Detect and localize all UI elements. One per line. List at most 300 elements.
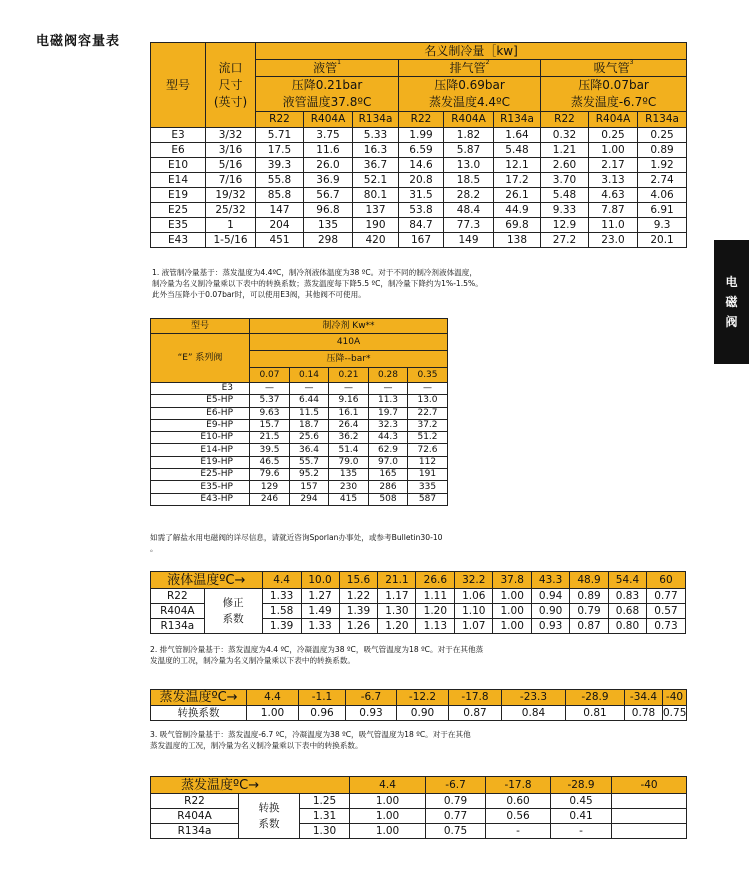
model-cell: E19-HP <box>151 456 250 468</box>
factor-cell: 1.00 <box>350 824 426 839</box>
factor-cell: 1.11 <box>416 589 455 604</box>
factor-cell: 1.00 <box>493 619 532 634</box>
factor-cell: 0.93 <box>532 619 570 634</box>
temperature-header: 21.1 <box>378 572 416 589</box>
capacity-cell: 246 <box>250 493 290 505</box>
capacity-cell: 22.7 <box>408 407 448 419</box>
capacity-cell: 6.59 <box>399 143 444 158</box>
evap-temp-header: 蒸发温度ºC→ <box>151 690 247 706</box>
side-tab-char: 磁 <box>725 295 738 309</box>
temperature-header: 10.0 <box>301 572 339 589</box>
refrigerant-header: R404A <box>444 112 494 128</box>
capacity-cell: 17.5 <box>256 143 304 158</box>
capacity-cell: 62.9 <box>369 444 408 456</box>
capacity-cell: 27.2 <box>541 233 589 248</box>
factor-cell: 1.39 <box>339 604 378 619</box>
temperature-header: -28.9 <box>551 777 612 794</box>
capacity-cell: — <box>290 383 329 395</box>
note-line: 1. 液管制冷量基于：蒸发温度为4.4ºC，制冷剂液体温度为38 ºC。对于不同的制冷剂液体温度， <box>152 268 477 277</box>
factor-cell: 0.77 <box>646 589 685 604</box>
capacity-cell: 0.32 <box>541 128 589 143</box>
capacity-cell: 69.8 <box>494 218 541 233</box>
capacity-cell: 16.1 <box>329 407 369 419</box>
capacity-cell: 1.82 <box>444 128 494 143</box>
header-model: 型号 <box>151 43 206 128</box>
pressure-drop-header: 0.21 <box>329 368 369 383</box>
temperature-header: -34.4 <box>625 690 663 706</box>
model-cell: E10 <box>151 158 206 173</box>
factor-cell: 1.10 <box>455 604 493 619</box>
condition-line: 蒸发温度-6.7ºC <box>570 95 657 109</box>
header-port-size-line: 尺寸 <box>218 77 243 92</box>
capacity-cell: 15.7 <box>250 419 290 431</box>
factor-cell: 0.79 <box>570 604 609 619</box>
factor-cell: 1.00 <box>493 604 532 619</box>
capacity-cell: 12.9 <box>541 218 589 233</box>
capacity-cell: 28.2 <box>444 188 494 203</box>
port-size-cell: 1-5/16 <box>206 233 256 248</box>
capacity-cell: 451 <box>256 233 304 248</box>
capacity-cell: 46.5 <box>250 456 290 468</box>
refrigerant-header: R134a <box>353 112 399 128</box>
capacity-cell: 11.5 <box>290 407 329 419</box>
refrigerant-header: R404A <box>304 112 353 128</box>
factor-cell: - <box>551 824 612 839</box>
refrigerant-header: R22 <box>399 112 444 128</box>
factor-cell: 0.90 <box>532 604 570 619</box>
capacity-cell: 294 <box>290 493 329 505</box>
factor-cell: 0.87 <box>449 706 502 721</box>
capacity-cell: 2.74 <box>638 173 687 188</box>
factor-cell: 0.80 <box>609 619 647 634</box>
model-cell: E25 <box>151 203 206 218</box>
capacity-cell: 25.6 <box>290 432 329 444</box>
temperature-header: 4.4 <box>350 777 426 794</box>
hp-header-series: “E” 系列阀 <box>151 334 250 383</box>
factor-cell: 1.58 <box>262 604 301 619</box>
capacity-cell: 298 <box>304 233 353 248</box>
capacity-cell: 3.13 <box>589 173 638 188</box>
capacity-cell: 20.1 <box>638 233 687 248</box>
side-tab <box>714 240 749 364</box>
capacity-cell: 138 <box>494 233 541 248</box>
factor-cell: 1.49 <box>301 604 339 619</box>
factor-label <box>239 794 300 839</box>
header-port-size-line: 流口 <box>218 60 243 75</box>
header-port-size-line: (英寸) <box>213 94 248 109</box>
temperature-header: -1.1 <box>299 690 346 706</box>
table-row <box>151 432 448 444</box>
factor-label <box>204 589 262 634</box>
footnote-marker: 1 <box>337 59 341 66</box>
temperature-header: -17.8 <box>449 690 502 706</box>
factor-cell: 1.33 <box>301 619 339 634</box>
port-size-cell: 25/32 <box>206 203 256 218</box>
table-row <box>151 794 687 809</box>
capacity-cell: 4.63 <box>589 188 638 203</box>
factor-cell: 0.41 <box>551 809 612 824</box>
capacity-cell: 0.25 <box>638 128 687 143</box>
capacity-cell: 44.3 <box>369 432 408 444</box>
note-line: 发温度的工况，制冷量为名义制冷量乘以下表中的转换系数。 <box>150 656 356 665</box>
factor-cell: 0.45 <box>551 794 612 809</box>
factor-cell: 1.30 <box>300 824 350 839</box>
capacity-cell: 84.7 <box>399 218 444 233</box>
capacity-cell: 1.92 <box>638 158 687 173</box>
temperature-header: -12.2 <box>397 690 449 706</box>
note-3 <box>150 729 471 751</box>
temperature-header: 4.4 <box>262 572 301 589</box>
table-row <box>151 809 687 824</box>
capacity-cell: 36.9 <box>304 173 353 188</box>
capacity-cell: 79.6 <box>250 469 290 481</box>
factor-cell: 1.06 <box>455 589 493 604</box>
port-size-cell: 1 <box>206 218 256 233</box>
factor-cell: 0.81 <box>566 706 625 721</box>
liquid-factor-table <box>150 571 686 634</box>
temperature-header: -40 <box>612 777 687 794</box>
capacity-cell: — <box>369 383 408 395</box>
capacity-cell: 2.60 <box>541 158 589 173</box>
capacity-cell: 36.2 <box>329 432 369 444</box>
capacity-cell: 9.63 <box>250 407 290 419</box>
refrigerant-cell: R134a <box>151 824 239 839</box>
factor-cell: 1.30 <box>378 604 416 619</box>
factor-cell: 1.31 <box>300 809 350 824</box>
capacity-cell: 96.8 <box>304 203 353 218</box>
factor-cell: 1.26 <box>339 619 378 634</box>
evap-factor-label: 转换系数 <box>151 706 247 721</box>
factor-cell: 0.87 <box>570 619 609 634</box>
capacity-cell: 129 <box>250 481 290 493</box>
capacity-cell: 0.25 <box>589 128 638 143</box>
capacity-cell: 204 <box>256 218 304 233</box>
capacity-cell: 72.6 <box>408 444 448 456</box>
model-cell: E25-HP <box>151 469 250 481</box>
model-cell: E6-HP <box>151 407 250 419</box>
liquid-temp-header: 液体温度ºC→ <box>151 572 263 589</box>
table-row <box>151 419 448 431</box>
liquid-line-conditions <box>256 77 399 112</box>
capacity-cell: 52.1 <box>353 173 399 188</box>
model-cell: E14-HP <box>151 444 250 456</box>
capacity-cell: 135 <box>329 469 369 481</box>
refrigerant-cell: R404A <box>151 604 205 619</box>
hp-header-model: 型号 <box>151 319 250 334</box>
capacity-cell: 53.8 <box>399 203 444 218</box>
temperature-header: -6.7 <box>426 777 486 794</box>
port-size-cell: 3/16 <box>206 143 256 158</box>
discharge-line-header <box>399 60 541 77</box>
factor-cell: 0.75 <box>663 706 687 719</box>
capacity-cell: 20.8 <box>399 173 444 188</box>
capacity-cell: 190 <box>353 218 399 233</box>
factor-cell: 0.77 <box>426 809 486 824</box>
capacity-cell: 3.70 <box>541 173 589 188</box>
capacity-cell: 21.5 <box>250 432 290 444</box>
refrigerant-header: R404A <box>589 112 638 128</box>
refrigerant-header: R134a <box>638 112 687 128</box>
refrigerant-header: R134a <box>494 112 541 128</box>
condition-line: 液管温度37.8ºC <box>282 95 372 109</box>
table-row <box>151 128 687 143</box>
factor-cell: 0.94 <box>532 589 570 604</box>
capacity-cell: 31.5 <box>399 188 444 203</box>
table-row <box>151 456 448 468</box>
factor-cell <box>612 809 687 824</box>
capacity-cell: 415 <box>329 493 369 505</box>
table-row <box>151 218 687 233</box>
temperature-header: 32.2 <box>455 572 493 589</box>
discharge-line-conditions <box>399 77 541 112</box>
capacity-table <box>150 42 687 248</box>
factor-label-line: 系数 <box>222 613 244 625</box>
capacity-cell: 51.4 <box>329 444 369 456</box>
capacity-cell: 5.48 <box>494 143 541 158</box>
capacity-cell: 5.33 <box>353 128 399 143</box>
factor-cell: 0.79 <box>426 794 486 809</box>
factor-cell: 0.78 <box>625 706 663 721</box>
suction-line-conditions <box>541 77 687 112</box>
model-cell: E14 <box>151 173 206 188</box>
pressure-drop-header: 0.07 <box>250 368 290 383</box>
capacity-cell: 3.75 <box>304 128 353 143</box>
temperature-header: 60 <box>646 572 685 589</box>
factor-cell: - <box>486 824 551 839</box>
capacity-cell: 5.71 <box>256 128 304 143</box>
capacity-cell: 2.17 <box>589 158 638 173</box>
suction-temp-header: 蒸发温度ºC→ <box>151 777 350 794</box>
factor-label-line: 修正 <box>222 597 244 609</box>
page-title: 电磁阀容量表 <box>36 34 121 49</box>
capacity-cell: 1.64 <box>494 128 541 143</box>
capacity-cell: 5.87 <box>444 143 494 158</box>
capacity-cell: 77.3 <box>444 218 494 233</box>
factor-cell: 1.07 <box>455 619 493 634</box>
factor-cell: 0.60 <box>486 794 551 809</box>
liquid-line-title: 液管 <box>313 61 338 75</box>
capacity-cell: 420 <box>353 233 399 248</box>
factor-cell: 1.13 <box>416 619 455 634</box>
factor-cell: 0.89 <box>570 589 609 604</box>
factor-cell: 1.00 <box>493 589 532 604</box>
capacity-cell: 13.0 <box>444 158 494 173</box>
capacity-cell: 335 <box>408 481 448 493</box>
capacity-cell: 39.3 <box>256 158 304 173</box>
model-cell: E3 <box>151 383 250 395</box>
capacity-cell: 13.0 <box>408 395 448 407</box>
capacity-cell: 16.3 <box>353 143 399 158</box>
table-row <box>151 143 687 158</box>
capacity-cell: 12.1 <box>494 158 541 173</box>
capacity-cell: — <box>329 383 369 395</box>
capacity-cell: 37.2 <box>408 419 448 431</box>
hp-refrigerant-name: 410A <box>250 334 448 351</box>
model-cell: E43 <box>151 233 206 248</box>
discharge-line-title: 排气管 <box>449 61 486 75</box>
factor-cell: 1.22 <box>339 589 378 604</box>
capacity-cell: 51.2 <box>408 432 448 444</box>
model-cell: E35 <box>151 218 206 233</box>
footnote-marker: 2 <box>485 59 490 66</box>
capacity-cell: — <box>250 383 290 395</box>
capacity-cell: 79.0 <box>329 456 369 468</box>
factor-cell: 0.96 <box>299 706 346 721</box>
factor-cell: 1.33 <box>262 589 301 604</box>
capacity-cell: 7.87 <box>589 203 638 218</box>
table-row <box>151 481 448 493</box>
capacity-cell: 112 <box>408 456 448 468</box>
factor-cell: 0.68 <box>609 604 647 619</box>
suction-line-title: 吸气管 <box>593 61 630 75</box>
table-row <box>151 824 687 839</box>
table-row <box>151 407 448 419</box>
factor-cell: 1.20 <box>378 619 416 634</box>
hp-pressure-drop-label: 压降--bar* <box>250 351 448 368</box>
model-cell: E3 <box>151 128 206 143</box>
condition-line: 压降0.21bar <box>291 78 363 92</box>
evap-factor-table <box>150 689 687 721</box>
capacity-cell: 26.0 <box>304 158 353 173</box>
capacity-cell: 44.9 <box>494 203 541 218</box>
capacity-cell: 14.6 <box>399 158 444 173</box>
capacity-cell: 137 <box>353 203 399 218</box>
capacity-cell: 11.6 <box>304 143 353 158</box>
capacity-cell: 80.1 <box>353 188 399 203</box>
capacity-cell: 5.37 <box>250 395 290 407</box>
footnote-marker: 3 <box>629 59 634 66</box>
capacity-cell: 26.1 <box>494 188 541 203</box>
capacity-cell: 1.00 <box>589 143 638 158</box>
refrigerant-cell: R404A <box>151 809 239 824</box>
capacity-cell: 55.7 <box>290 456 329 468</box>
note-line: 此外当压降小于0.07bar时，可以使用E3阀，其他阀不可使用。 <box>152 290 366 299</box>
capacity-cell: 9.16 <box>329 395 369 407</box>
capacity-cell: 149 <box>444 233 494 248</box>
factor-cell: 1.39 <box>262 619 301 634</box>
capacity-cell: 11.0 <box>589 218 638 233</box>
factor-cell: 0.75 <box>426 824 486 839</box>
factor-cell: 1.27 <box>301 589 339 604</box>
table-row <box>151 444 448 456</box>
factor-cell: 0.73 <box>646 619 685 634</box>
temperature-header: 43.3 <box>532 572 570 589</box>
factor-cell: 0.84 <box>502 706 566 721</box>
capacity-cell: 4.06 <box>638 188 687 203</box>
capacity-cell: 48.4 <box>444 203 494 218</box>
temperature-header: 48.9 <box>570 572 609 589</box>
temperature-header: 37.8 <box>493 572 532 589</box>
factor-cell: 1.00 <box>350 794 426 809</box>
capacity-cell: 5.48 <box>541 188 589 203</box>
note-2 <box>150 644 483 666</box>
table-row <box>151 233 687 248</box>
model-cell: E35-HP <box>151 481 250 493</box>
factor-cell: 1.00 <box>247 706 299 721</box>
temperature-header: -23.3 <box>502 690 566 706</box>
factor-cell: 0.93 <box>346 706 397 721</box>
capacity-cell: 6.44 <box>290 395 329 407</box>
note-line: 蒸发温度的工况，制冷量为名义制冷量乘以下表中的转换系数。 <box>150 741 363 750</box>
factor-label-line: 系数 <box>258 818 280 830</box>
port-size-cell: 3/32 <box>206 128 256 143</box>
factor-cell: 0.56 <box>486 809 551 824</box>
capacity-cell: 56.7 <box>304 188 353 203</box>
temperature-header: 4.4 <box>247 690 299 706</box>
liquid-line-header <box>256 60 399 77</box>
capacity-cell: 587 <box>408 493 448 505</box>
note-line: 。 <box>150 544 158 553</box>
capacity-cell: 23.0 <box>589 233 638 248</box>
table-row <box>151 589 686 604</box>
factor-cell <box>612 824 687 839</box>
header-nominal: 名义制冷量［kw] <box>256 43 687 60</box>
temperature-header: 54.4 <box>609 572 647 589</box>
capacity-cell: 157 <box>290 481 329 493</box>
capacity-cell: 1.21 <box>541 143 589 158</box>
condition-line: 压降0.69bar <box>434 78 505 92</box>
capacity-cell: 286 <box>369 481 408 493</box>
refrigerant-cell: R134a <box>151 619 205 634</box>
capacity-cell: 18.5 <box>444 173 494 188</box>
table-row <box>151 493 448 505</box>
capacity-cell: 230 <box>329 481 369 493</box>
side-tab-char: 电 <box>725 275 738 289</box>
capacity-cell: 36.4 <box>290 444 329 456</box>
model-cell: E10-HP <box>151 432 250 444</box>
capacity-cell: 19.7 <box>369 407 408 419</box>
refrigerant-header: R22 <box>256 112 304 128</box>
port-size-cell: 7/16 <box>206 173 256 188</box>
port-size-cell: 5/16 <box>206 158 256 173</box>
capacity-cell: 135 <box>304 218 353 233</box>
temperature-header: 26.6 <box>416 572 455 589</box>
model-cell: E19 <box>151 188 206 203</box>
table-row <box>151 158 687 173</box>
temperature-header: -40 <box>663 690 687 706</box>
factor-cell: 0.57 <box>646 604 685 619</box>
note-1 <box>152 267 483 300</box>
hp-header-refrigerant: 制冷剂 Kw** <box>250 319 448 334</box>
temperature-header: -6.7 <box>346 690 397 706</box>
pressure-drop-header: 0.35 <box>408 368 448 383</box>
pressure-drop-header: 0.28 <box>369 368 408 383</box>
suction-line-header <box>541 60 687 77</box>
brine-note <box>150 532 443 554</box>
condition-line: 压降0.07bar <box>578 78 649 92</box>
condition-line: 蒸发温度4.4ºC <box>428 95 511 109</box>
pressure-drop-header: 0.14 <box>290 368 329 383</box>
capacity-cell: 9.33 <box>541 203 589 218</box>
capacity-cell: 508 <box>369 493 408 505</box>
model-cell: E6 <box>151 143 206 158</box>
side-tab-char: 阀 <box>725 315 738 329</box>
hp-valve-table <box>150 318 448 506</box>
factor-cell: 0.90 <box>397 706 449 721</box>
factor-cell <box>612 794 687 809</box>
capacity-cell: 36.7 <box>353 158 399 173</box>
note-line: 2. 排气管制冷量基于：蒸发温度为4.4 ºC，冷凝温度为38 ºC，吸气管温度为18 ºC。对于在其他蒸 <box>150 645 484 654</box>
capacity-cell: 165 <box>369 469 408 481</box>
capacity-cell: 167 <box>399 233 444 248</box>
refrigerant-cell: R22 <box>151 589 205 604</box>
capacity-cell: 18.7 <box>290 419 329 431</box>
table-row <box>151 173 687 188</box>
table-row <box>151 203 687 218</box>
capacity-cell: 55.8 <box>256 173 304 188</box>
capacity-cell: 147 <box>256 203 304 218</box>
capacity-cell: 9.3 <box>638 218 687 233</box>
